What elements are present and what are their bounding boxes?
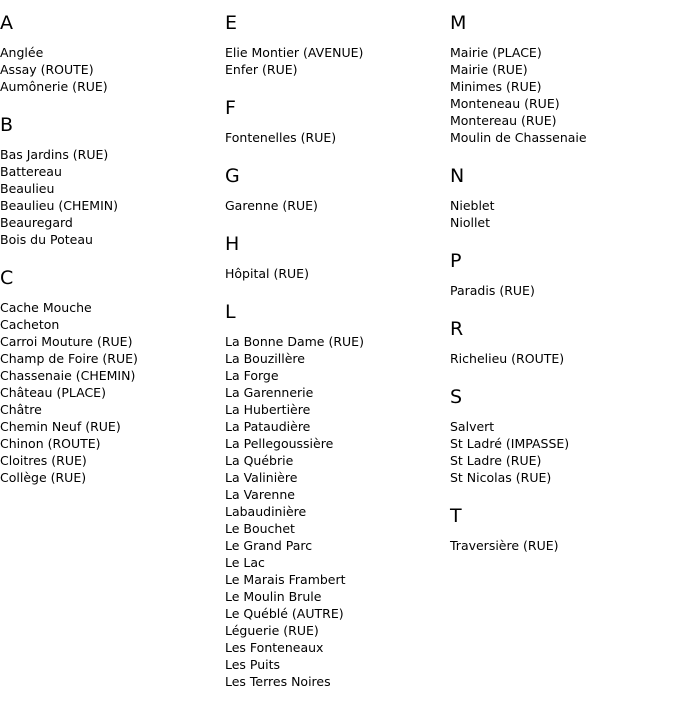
street-item[interactable]: Le Grand Parc: [225, 538, 313, 553]
letter-group: [225, 97, 450, 146]
street-item[interactable]: La Hubertière: [225, 402, 311, 417]
letter-group: [450, 505, 675, 554]
letter-heading: C: [0, 267, 14, 289]
street-list: [225, 333, 450, 690]
letter-group: [0, 267, 225, 486]
street-list: [0, 44, 225, 95]
street-item[interactable]: La Forge: [225, 368, 279, 383]
street-item[interactable]: Richelieu (ROUTE): [450, 351, 565, 366]
letter-heading: R: [450, 318, 464, 340]
street-item[interactable]: La Valinière: [225, 470, 298, 485]
street-item[interactable]: Carroi Mouture (RUE): [0, 334, 133, 349]
street-list: [0, 299, 225, 486]
letter-group: [450, 318, 675, 367]
street-item[interactable]: Le Québlé (AUTRE): [225, 606, 344, 621]
street-item[interactable]: Nieblet: [450, 198, 495, 213]
letter-group: [450, 165, 675, 231]
letter-heading: G: [225, 165, 240, 187]
street-item[interactable]: Minimes (RUE): [450, 79, 542, 94]
street-list: [450, 537, 675, 554]
street-list: [450, 350, 675, 367]
letter-heading: S: [450, 386, 463, 408]
street-item[interactable]: Mairie (RUE): [450, 62, 528, 77]
street-item[interactable]: Bas Jardins (RUE): [0, 147, 109, 162]
street-item[interactable]: Enfer (RUE): [225, 62, 298, 77]
letter-heading: E: [225, 12, 238, 34]
street-item[interactable]: Monteneau (RUE): [450, 96, 560, 111]
street-item[interactable]: Garenne (RUE): [225, 198, 318, 213]
street-item[interactable]: Champ de Foire (RUE): [0, 351, 138, 366]
street-item[interactable]: La Pataudière: [225, 419, 311, 434]
letter-heading: B: [0, 114, 14, 136]
street-item[interactable]: Chemin Neuf (RUE): [0, 419, 121, 434]
street-item[interactable]: Le Moulin Brule: [225, 589, 322, 604]
street-item[interactable]: Beauregard: [0, 215, 73, 230]
street-item[interactable]: Traversière (RUE): [450, 538, 559, 553]
street-item[interactable]: Assay (ROUTE): [0, 62, 94, 77]
street-list: [450, 282, 675, 299]
index-column-3: [450, 0, 675, 554]
street-item[interactable]: Aumônerie (RUE): [0, 79, 108, 94]
letter-heading: F: [225, 97, 236, 119]
street-item[interactable]: Montereau (RUE): [450, 113, 557, 128]
letter-group: [225, 233, 450, 282]
street-item[interactable]: Moulin de Chassenaie: [450, 130, 587, 145]
letter-heading: P: [450, 250, 462, 272]
street-item[interactable]: Les Puits: [225, 657, 281, 672]
letter-heading: H: [225, 233, 240, 255]
street-item[interactable]: Elie Montier (AVENUE): [225, 45, 364, 60]
street-item[interactable]: Beaulieu: [0, 181, 55, 196]
index-column-2: [225, 0, 450, 690]
letter-heading: T: [450, 505, 462, 527]
letter-group: [225, 301, 450, 690]
street-list: [225, 44, 450, 78]
letter-group: [225, 165, 450, 214]
street-item[interactable]: Bois du Poteau: [0, 232, 93, 247]
street-item[interactable]: Chassenaie (CHEMIN): [0, 368, 136, 383]
street-item[interactable]: Le Marais Frambert: [225, 572, 346, 587]
street-item[interactable]: Mairie (PLACE): [450, 45, 542, 60]
street-item[interactable]: Cacheton: [0, 317, 60, 332]
street-list: [0, 146, 225, 248]
street-list: [225, 129, 450, 146]
street-item[interactable]: Le Bouchet: [225, 521, 295, 536]
street-item[interactable]: Châtre: [0, 402, 42, 417]
street-item[interactable]: Battereau: [0, 164, 62, 179]
street-item[interactable]: La Pellegoussière: [225, 436, 334, 451]
street-item[interactable]: St Nicolas (RUE): [450, 470, 552, 485]
street-item[interactable]: Léguerie (RUE): [225, 623, 319, 638]
street-item[interactable]: St Ladré (IMPASSE): [450, 436, 570, 451]
street-item[interactable]: La Bouzillère: [225, 351, 305, 366]
street-item[interactable]: Paradis (RUE): [450, 283, 535, 298]
street-item[interactable]: La Varenne: [225, 487, 295, 502]
letter-heading: M: [450, 12, 467, 34]
street-item[interactable]: Collège (RUE): [0, 470, 87, 485]
letter-group: [450, 386, 675, 486]
street-item[interactable]: Hôpital (RUE): [225, 266, 309, 281]
index-column-1: [0, 0, 225, 486]
street-item[interactable]: Labaudinière: [225, 504, 307, 519]
letter-group: [0, 12, 225, 95]
street-list: [450, 197, 675, 231]
street-item[interactable]: Les Terres Noires: [225, 674, 331, 689]
letter-heading: L: [225, 301, 236, 323]
street-item[interactable]: Anglée: [0, 45, 44, 60]
street-item[interactable]: Chinon (ROUTE): [0, 436, 101, 451]
letter-group: [450, 250, 675, 299]
street-item[interactable]: Salvert: [450, 419, 495, 434]
street-item[interactable]: Fontenelles (RUE): [225, 130, 337, 145]
street-list: [225, 265, 450, 282]
letter-group: [0, 114, 225, 248]
letter-group: [450, 12, 675, 146]
street-item[interactable]: La Garennerie: [225, 385, 314, 400]
street-item[interactable]: Niollet: [450, 215, 491, 230]
street-item[interactable]: Les Fonteneaux: [225, 640, 324, 655]
street-item[interactable]: St Ladre (RUE): [450, 453, 542, 468]
street-list: [225, 197, 450, 214]
street-item[interactable]: Beaulieu (CHEMIN): [0, 198, 118, 213]
street-list: [450, 418, 675, 486]
street-item[interactable]: La Bonne Dame (RUE): [225, 334, 364, 349]
letter-group: [225, 12, 450, 78]
street-item[interactable]: Cache Mouche: [0, 300, 92, 315]
street-list: [450, 44, 675, 146]
letter-heading: N: [450, 165, 465, 187]
street-item[interactable]: La Québrie: [225, 453, 294, 468]
street-item[interactable]: Le Lac: [225, 555, 265, 570]
letter-heading: A: [0, 12, 13, 34]
street-item[interactable]: Château (PLACE): [0, 385, 106, 400]
street-item[interactable]: Cloitres (RUE): [0, 453, 87, 468]
